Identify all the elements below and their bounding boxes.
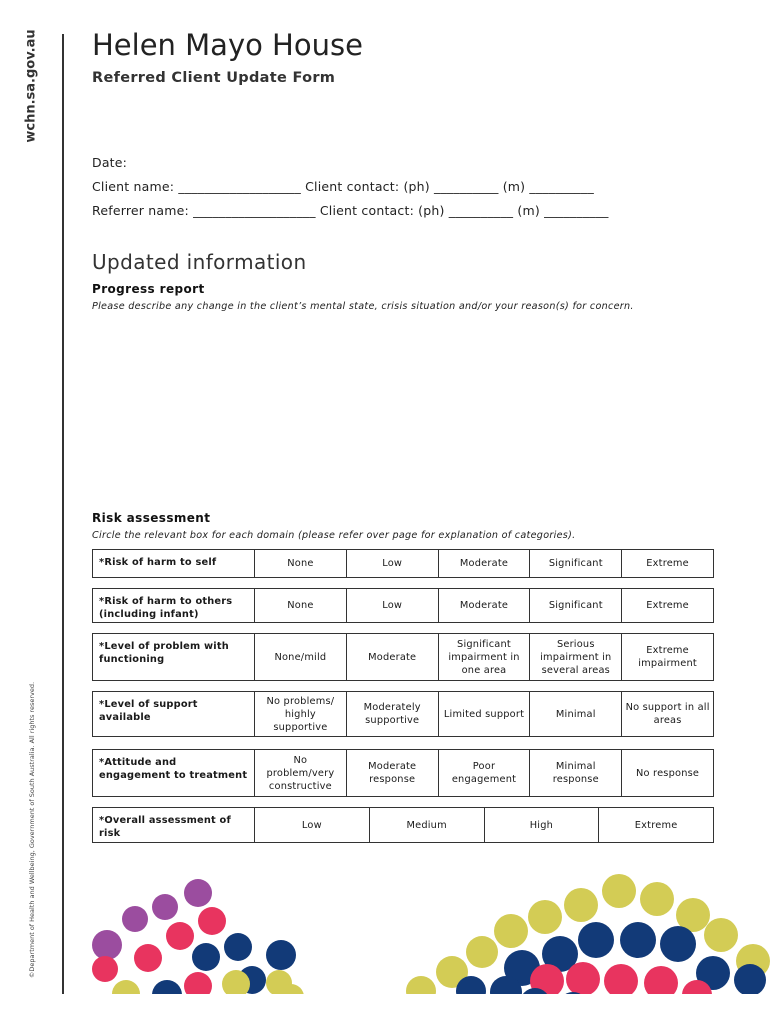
risk-option-cell[interactable]: Extreme impairment: [622, 634, 714, 681]
risk-option-cell[interactable]: Minimal: [530, 692, 622, 737]
decorative-dot: [620, 922, 656, 958]
decorative-dot: [222, 970, 250, 994]
progress-report-instructions: Please describe any change in the client’s mental state, crisis situation and/or your reason(s) for concern.: [92, 301, 634, 312]
risk-option-cell[interactable]: Moderate: [346, 634, 438, 681]
risk-table-overall: [92, 807, 714, 843]
risk-option-cell[interactable]: Low: [346, 550, 438, 578]
decorative-dot: [92, 956, 118, 982]
progress-report-heading: Progress report: [92, 282, 205, 296]
risk-option-cell[interactable]: No response: [622, 750, 714, 797]
decorative-dot: [578, 922, 614, 958]
decorative-dot: [466, 936, 498, 968]
margin-rule: [62, 34, 64, 994]
date-field[interactable]: Date:: [92, 155, 128, 170]
risk-assessment-heading: Risk assessment: [92, 511, 211, 525]
decorative-dot: [660, 926, 696, 962]
risk-table-functioning: [92, 633, 714, 681]
client-details-field[interactable]: Client name: ___________________ Client contact: (ph) __________ (m) __________: [92, 179, 594, 194]
risk-table-others: [92, 588, 714, 623]
risk-option-cell[interactable]: High: [484, 808, 599, 843]
risk-table-support: [92, 691, 714, 737]
decorative-dot: [564, 888, 598, 922]
risk-option-cell[interactable]: None/mild: [255, 634, 347, 681]
decorative-dot: [734, 964, 766, 994]
risk-option-cell[interactable]: Extreme: [622, 589, 714, 623]
risk-option-cell[interactable]: No support in all areas: [622, 692, 714, 737]
risk-option-cell[interactable]: Medium: [369, 808, 484, 843]
decorative-dot: [224, 933, 252, 961]
decorative-dot: [494, 914, 528, 948]
decorative-dot: [406, 976, 436, 994]
copyright-notice: ©Department of Health and Wellbeing, Government of South Australia. All rights reserved.: [28, 681, 36, 979]
risk-domain-label: *Level of support available: [93, 692, 255, 737]
website-url: wchn.sa.gov.au: [23, 29, 39, 143]
decorative-dot: [528, 900, 562, 934]
decorative-dot: [122, 906, 148, 932]
risk-option-cell[interactable]: Poor engagement: [438, 750, 530, 797]
form-subtitle: Referred Client Update Form: [92, 70, 336, 86]
risk-option-cell[interactable]: No problem/very constructive: [255, 750, 347, 797]
risk-domain-label: *Level of problem with functioning: [93, 634, 255, 681]
risk-option-cell[interactable]: Extreme: [599, 808, 714, 843]
decorative-dot: [704, 918, 738, 952]
decorative-dot: [456, 976, 486, 994]
risk-option-cell[interactable]: Serious impairment in several areas: [530, 634, 622, 681]
risk-option-cell[interactable]: Moderate: [438, 550, 530, 578]
decorative-dot: [192, 943, 220, 971]
risk-option-cell[interactable]: Limited support: [438, 692, 530, 737]
risk-table-self: [92, 549, 714, 578]
risk-option-cell[interactable]: Moderately supportive: [346, 692, 438, 737]
decorative-dot: [152, 980, 182, 994]
decorative-dot: [566, 962, 600, 994]
updated-information-heading: Updated information: [92, 250, 307, 274]
risk-option-cell[interactable]: Minimal response: [530, 750, 622, 797]
risk-option-cell[interactable]: Low: [346, 589, 438, 623]
risk-option-cell[interactable]: Extreme: [622, 550, 714, 578]
risk-option-cell[interactable]: Moderate response: [346, 750, 438, 797]
risk-option-cell[interactable]: No problems/ highly supportive: [255, 692, 347, 737]
decorative-dot: [166, 922, 194, 950]
risk-option-cell[interactable]: Low: [255, 808, 370, 843]
risk-option-cell[interactable]: Moderate: [438, 589, 530, 623]
decorative-dot: [134, 944, 162, 972]
decorative-dot: [266, 940, 296, 970]
decorative-dots-right: [400, 860, 770, 994]
decorative-dot: [602, 874, 636, 908]
risk-option-cell[interactable]: None: [255, 550, 347, 578]
risk-option-cell[interactable]: Significant impairment in one area: [438, 634, 530, 681]
page-title: Helen Mayo House: [92, 28, 363, 62]
risk-domain-label: *Risk of harm to self: [93, 550, 255, 578]
decorative-dot: [184, 972, 212, 994]
risk-option-cell[interactable]: None: [255, 589, 347, 623]
decorative-dot: [198, 907, 226, 935]
decorative-dot: [640, 882, 674, 916]
risk-domain-label: *Risk of harm to others (including infant): [93, 589, 255, 623]
risk-assessment-instructions: Circle the relevant box for each domain (please refer over page for explanation of categories).: [92, 530, 576, 541]
decorative-dot: [644, 966, 678, 994]
risk-domain-label: *Attitude and engagement to treatment: [93, 750, 255, 797]
referrer-details-field[interactable]: Referrer name: ___________________ Client contact: (ph) __________ (m) __________: [92, 203, 609, 218]
risk-domain-label: *Overall assessment of risk: [93, 808, 255, 843]
decorative-dot: [184, 879, 212, 907]
risk-table-engagement: [92, 749, 714, 797]
risk-option-cell[interactable]: Significant: [530, 589, 622, 623]
decorative-dot: [112, 980, 140, 994]
risk-option-cell[interactable]: Significant: [530, 550, 622, 578]
decorative-dot: [604, 964, 638, 994]
decorative-dots-left: [88, 860, 328, 994]
decorative-dot: [152, 894, 178, 920]
progress-report-area[interactable]: [92, 318, 714, 498]
